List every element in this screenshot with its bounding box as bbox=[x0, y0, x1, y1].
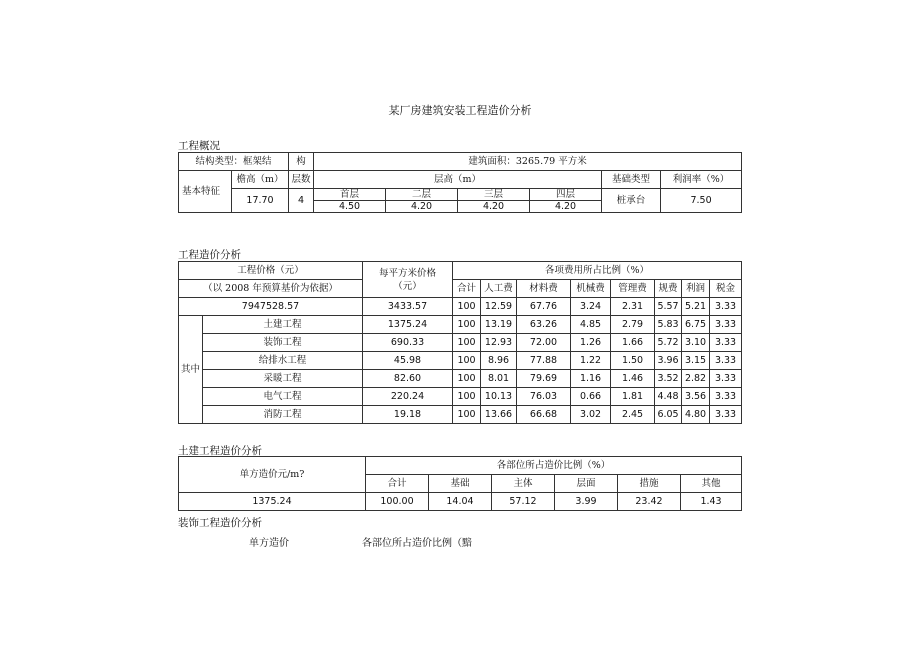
cell: 1.46 bbox=[611, 370, 655, 388]
col-header: 合计 bbox=[366, 475, 429, 493]
floor-name: 二层 bbox=[386, 189, 458, 201]
cell: 2.82 bbox=[682, 370, 710, 388]
cell: 3.33 bbox=[710, 298, 742, 316]
cell: 5.21 bbox=[682, 298, 710, 316]
table-row bbox=[179, 370, 742, 388]
row-name: 电气工程 bbox=[203, 388, 363, 406]
section-heading-civil: 土建工程造价分析 bbox=[178, 445, 262, 457]
cell: 63.26 bbox=[517, 316, 571, 334]
row-name: 装饰工程 bbox=[203, 334, 363, 352]
cell: 3.56 bbox=[682, 388, 710, 406]
col-header: 人工费 bbox=[481, 280, 517, 298]
cell: 6.05 bbox=[655, 406, 682, 424]
cell: 690.33 bbox=[363, 334, 453, 352]
col-header: 层面 bbox=[555, 475, 618, 493]
table-row bbox=[179, 406, 742, 424]
floors-value: 4 bbox=[289, 189, 314, 213]
building-area: 建筑面积：3265.79 平方米 bbox=[314, 153, 742, 171]
cell: 3.96 bbox=[655, 352, 682, 370]
ratio-label: 各项费用所占比例（%） bbox=[453, 262, 742, 280]
page-title: 某厂房建筑安装工程造价分析 bbox=[388, 104, 532, 117]
ratio-label: 各部位所占造价比例（%） bbox=[366, 457, 742, 475]
cell: 3.24 bbox=[571, 298, 611, 316]
col-header: 措施 bbox=[618, 475, 681, 493]
cell: 5.57 bbox=[655, 298, 682, 316]
overview-table bbox=[178, 152, 742, 213]
decoration-ratio-label: 各部位所占造价比例（黯 bbox=[362, 538, 472, 549]
col-header: 利润 bbox=[682, 280, 710, 298]
floor-name: 首层 bbox=[314, 189, 386, 201]
floor-height-value: 4.20 bbox=[458, 201, 530, 213]
cell: 1.66 bbox=[611, 334, 655, 352]
col-header: 材料费 bbox=[517, 280, 571, 298]
cell: 5.83 bbox=[655, 316, 682, 334]
eave-height-label: 檐高（m） bbox=[232, 171, 289, 189]
structure-type-frag: 构 bbox=[289, 153, 314, 171]
cell: 3.33 bbox=[710, 334, 742, 352]
cell: 13.19 bbox=[481, 316, 517, 334]
cell: 1.81 bbox=[611, 388, 655, 406]
cell: 6.75 bbox=[682, 316, 710, 334]
cell: 3.33 bbox=[710, 406, 742, 424]
cell: 14.04 bbox=[429, 493, 492, 511]
profit-rate-value: 7.50 bbox=[661, 189, 742, 213]
cell: 8.01 bbox=[481, 370, 517, 388]
cell: 3.33 bbox=[710, 352, 742, 370]
cell: 3.33 bbox=[710, 370, 742, 388]
structure-type: 结构类型：框架结 bbox=[179, 153, 289, 171]
col-header: 合计 bbox=[453, 280, 481, 298]
foundation-label: 基础类型 bbox=[602, 171, 661, 189]
table-row bbox=[179, 316, 742, 334]
cell: 57.12 bbox=[492, 493, 555, 511]
row-name: 给排水工程 bbox=[203, 352, 363, 370]
section-heading-decoration: 装饰工程造价分析 bbox=[178, 517, 262, 529]
cell: 0.66 bbox=[571, 388, 611, 406]
cell: 19.18 bbox=[363, 406, 453, 424]
cell: 100 bbox=[453, 316, 481, 334]
col-header: 主体 bbox=[492, 475, 555, 493]
civil-table bbox=[178, 456, 742, 511]
total-price: 7947528.57 bbox=[179, 298, 363, 316]
col-header: 基础 bbox=[429, 475, 492, 493]
col-header: 机械费 bbox=[571, 280, 611, 298]
cell: 77.88 bbox=[517, 352, 571, 370]
cell: 82.60 bbox=[363, 370, 453, 388]
basic-features-label: 基本特征 bbox=[179, 171, 232, 213]
col-header: 其他 bbox=[681, 475, 742, 493]
cell: 23.42 bbox=[618, 493, 681, 511]
price-basis: （以 2008 年预算基价为依据） bbox=[179, 280, 363, 298]
row-name: 消防工程 bbox=[203, 406, 363, 424]
price-label: 工程价格（元） bbox=[179, 262, 363, 280]
section-heading-overview: 工程概况 bbox=[178, 140, 220, 152]
cell: 76.03 bbox=[517, 388, 571, 406]
cell: 12.93 bbox=[481, 334, 517, 352]
foundation-value: 桩承台 bbox=[602, 189, 661, 213]
cell: 1375.24 bbox=[179, 493, 366, 511]
table-row bbox=[179, 352, 742, 370]
col-header: 管理费 bbox=[611, 280, 655, 298]
profit-rate-label: 利润率（%） bbox=[661, 171, 742, 189]
row-name: 采暖工程 bbox=[203, 370, 363, 388]
among-label: 其中 bbox=[179, 316, 203, 424]
cost-table bbox=[178, 261, 742, 424]
cell: 100 bbox=[453, 370, 481, 388]
cell: 2.31 bbox=[611, 298, 655, 316]
cell: 100 bbox=[453, 406, 481, 424]
cell: 3.10 bbox=[682, 334, 710, 352]
cell: 1.16 bbox=[571, 370, 611, 388]
cell: 5.72 bbox=[655, 334, 682, 352]
floor-name: 三层 bbox=[458, 189, 530, 201]
cell: 100 bbox=[453, 298, 481, 316]
cell: 100 bbox=[453, 388, 481, 406]
cell: 4.85 bbox=[571, 316, 611, 334]
cell: 1.26 bbox=[571, 334, 611, 352]
unit-price-label bbox=[363, 262, 453, 298]
table-row bbox=[179, 388, 742, 406]
cell: 3.52 bbox=[655, 370, 682, 388]
floor-height-value: 4.50 bbox=[314, 201, 386, 213]
cell: 67.76 bbox=[517, 298, 571, 316]
cell: 3.99 bbox=[555, 493, 618, 511]
cell: 100 bbox=[453, 352, 481, 370]
cell: 1.22 bbox=[571, 352, 611, 370]
cell: 8.96 bbox=[481, 352, 517, 370]
table-row bbox=[179, 334, 742, 352]
eave-height-value: 17.70 bbox=[232, 189, 289, 213]
floor-name: 四层 bbox=[530, 189, 602, 201]
cell: 1375.24 bbox=[363, 316, 453, 334]
cell: 13.66 bbox=[481, 406, 517, 424]
col-header: 税金 bbox=[710, 280, 742, 298]
cell: 12.59 bbox=[481, 298, 517, 316]
floor-height-value: 4.20 bbox=[530, 201, 602, 213]
floors-label: 层数 bbox=[289, 171, 314, 189]
cell: 3.33 bbox=[710, 316, 742, 334]
cell: 100 bbox=[453, 334, 481, 352]
row-name: 土建工程 bbox=[203, 316, 363, 334]
unit-cost-label: 单方造价元/m? bbox=[179, 457, 366, 493]
table-row bbox=[179, 493, 742, 511]
cell: 66.68 bbox=[517, 406, 571, 424]
cell: 1.43 bbox=[681, 493, 742, 511]
cell: 100.00 bbox=[366, 493, 429, 511]
cell: 3.15 bbox=[682, 352, 710, 370]
floor-height-label: 层高（m） bbox=[314, 171, 602, 189]
cell: 3.02 bbox=[571, 406, 611, 424]
cell: 2.79 bbox=[611, 316, 655, 334]
cell: 220.24 bbox=[363, 388, 453, 406]
cell: 3433.57 bbox=[363, 298, 453, 316]
cell: 72.00 bbox=[517, 334, 571, 352]
unit-price-label-text: 每平方米价格 bbox=[379, 267, 437, 279]
cell: 45.98 bbox=[363, 352, 453, 370]
cell: 10.13 bbox=[481, 388, 517, 406]
unit-price-unit: （元） bbox=[393, 280, 422, 292]
cell: 1.50 bbox=[611, 352, 655, 370]
cell: 79.69 bbox=[517, 370, 571, 388]
floor-height-value: 4.20 bbox=[386, 201, 458, 213]
cell: 4.80 bbox=[682, 406, 710, 424]
col-header: 规费 bbox=[655, 280, 682, 298]
cell: 4.48 bbox=[655, 388, 682, 406]
decoration-unit-cost-label: 单方造价 bbox=[249, 538, 289, 549]
table-row-total bbox=[179, 298, 742, 316]
cell: 2.45 bbox=[611, 406, 655, 424]
section-heading-cost: 工程造价分析 bbox=[178, 249, 241, 261]
cell: 3.33 bbox=[710, 388, 742, 406]
